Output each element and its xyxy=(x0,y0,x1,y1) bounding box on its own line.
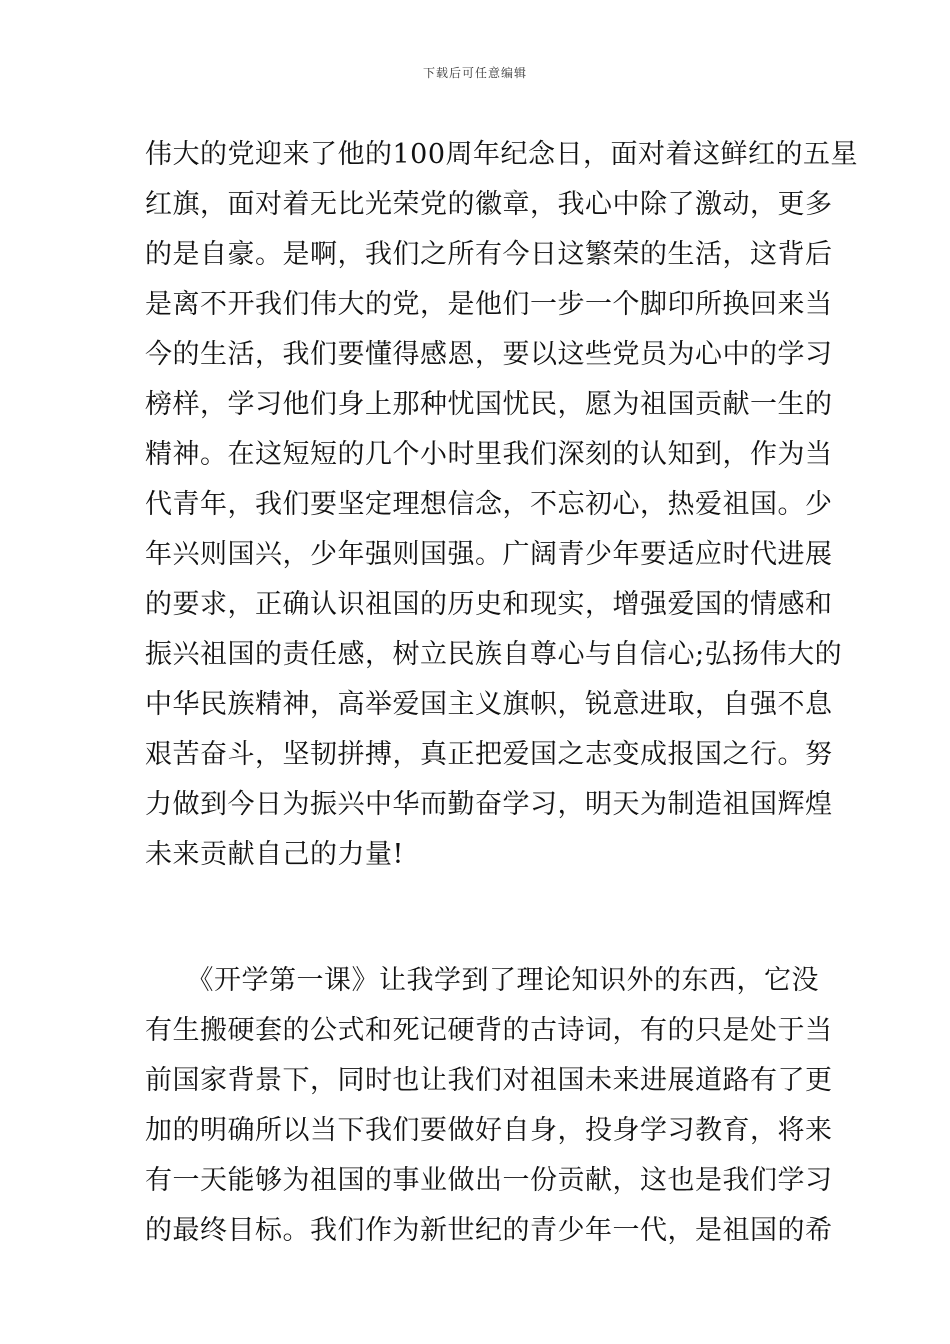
text-line: 红旗，面对着无比光荣党的徽章，我心中除了激动，更多 xyxy=(145,189,833,220)
text-line: 有一天能够为祖国的事业做出一份贡献，这也是我们学习 xyxy=(145,1165,833,1196)
text-line: 伟大的党迎来了他的100周年纪念日，面对着这鲜红的五星 xyxy=(145,139,859,170)
text-line: 今的生活，我们要懂得感恩，要以这些党员为心中的学习 xyxy=(145,339,833,370)
text-line: 的是自豪。是啊，我们之所有今日这繁荣的生活，这背后 xyxy=(145,239,833,270)
paragraph-2 xyxy=(145,956,833,1256)
text-line: 年兴则国兴，少年强则国强。广阔青少年要适应时代进展 xyxy=(145,539,833,570)
paragraph-1 xyxy=(145,130,859,880)
page-header: 下载后可任意编辑 xyxy=(422,66,527,80)
paragraph-gap xyxy=(145,880,810,956)
text-line: 《开学第一课》让我学到了理论知识外的东西，它没 xyxy=(145,965,819,996)
text-line: 榜样，学习他们身上那种忧国忧民，愿为祖国贡献一生的 xyxy=(145,389,833,420)
text-line: 加的明确所以当下我们要做好自身，投身学习教育，将来 xyxy=(145,1115,833,1146)
text-line: 未来贡献自己的力量! xyxy=(145,839,404,870)
text-line: 是离不开我们伟大的党，是他们一步一个脚印所换回来当 xyxy=(145,289,833,320)
document-body xyxy=(145,130,859,1256)
text-line: 中华民族精神，高举爱国主义旗帜，锐意进取，自强不息 xyxy=(145,689,833,720)
text-line: 的最终目标。我们作为新世纪的青少年一代，是祖国的希 xyxy=(145,1215,833,1246)
text-line: 有生搬硬套的公式和死记硬背的古诗词，有的只是处于当 xyxy=(145,1015,833,1046)
text-line: 精神。在这短短的几个小时里我们深刻的认知到，作为当 xyxy=(145,439,833,470)
text-line: 艰苦奋斗，坚韧拼搏，真正把爱国之志变成报国之行。努 xyxy=(145,739,833,770)
text-line: 力做到今日为振兴中华而勤奋学习，明天为制造祖国辉煌 xyxy=(145,789,833,820)
text-line: 代青年，我们要坚定理想信念，不忘初心，热爱祖国。少 xyxy=(145,489,833,520)
text-line: 的要求，正确认识祖国的历史和现实，增强爱国的情感和 xyxy=(145,589,833,620)
text-line: 前国家背景下，同时也让我们对祖国未来进展道路有了更 xyxy=(145,1065,833,1096)
text-line: 振兴祖国的责任感，树立民族自尊心与自信心;弘扬伟大的 xyxy=(145,639,843,670)
